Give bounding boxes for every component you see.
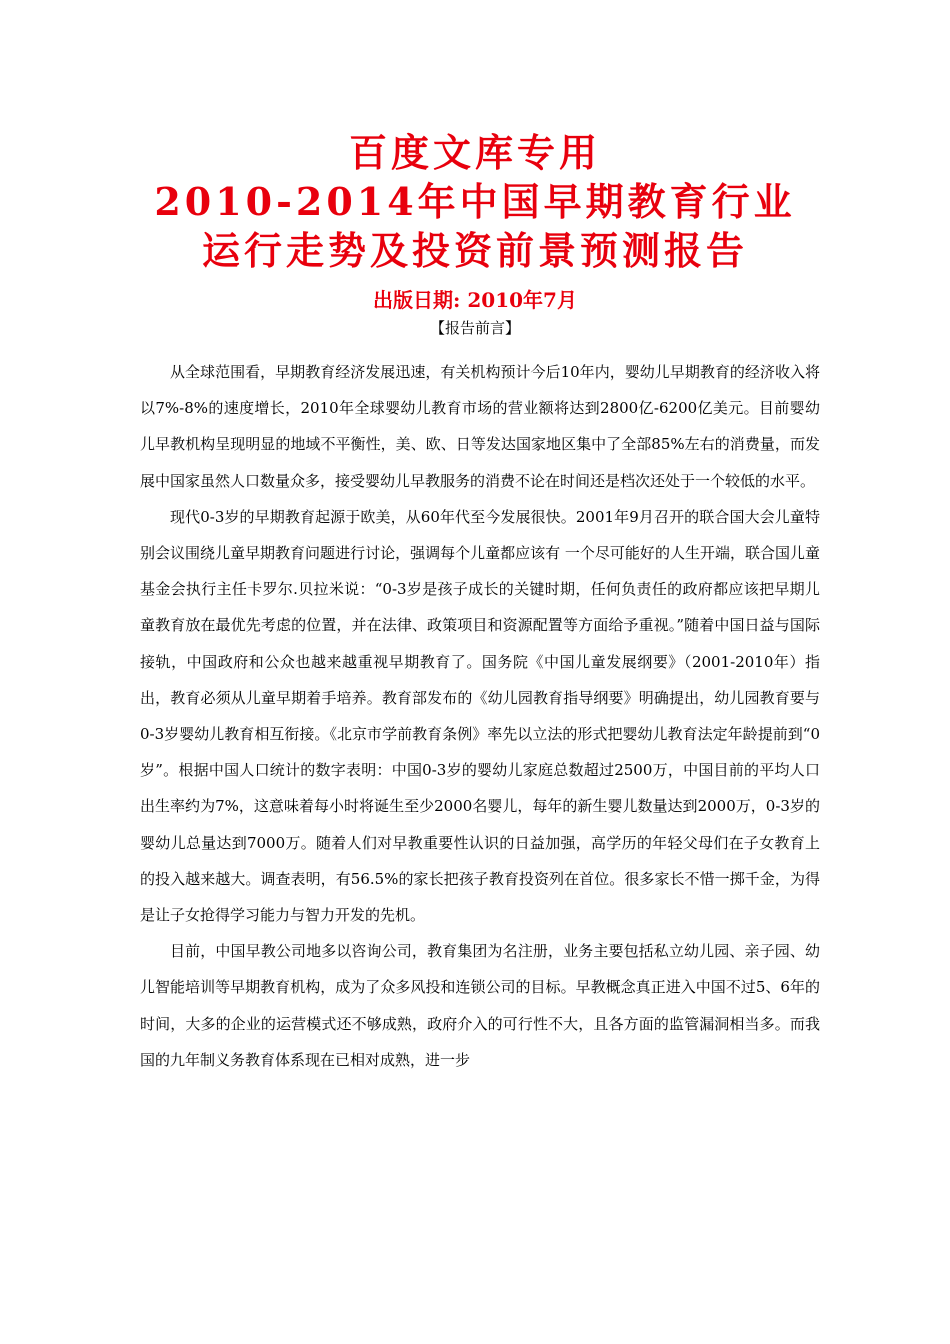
- title-line-3: 运行走势及投资前景预测报告: [201, 228, 748, 273]
- paragraph-3: 目前，中国早教公司地多以咨询公司，教育集团为名注册，业务主要包括私立幼儿园、亲子园、幼儿智能培训等早期教育机构，成为了众多风投和连锁公司的目标。早教概念真正进入中国不过5、6年的时间，大多的企业的运营模式还不够成熟，政府介入的可行性不大，且各方面的监管漏洞相当多。而我国的九年制义务教育体系现在已相对成熟，进一步: [140, 942, 820, 1069]
- body-text: [140, 354, 820, 1078]
- publication-date: 出版日期: 2010年7月: [373, 288, 577, 312]
- report-title: [0, 128, 950, 275]
- paragraph-1: 从全球范围看，早期教育经济发展迅速，有关机构预计今后10年内，婴幼儿早期教育的经济收入将以7%-8%的速度增长，2010年全球婴幼儿教育市场的营业额将达到2800亿-6200亿美元。目前婴幼儿早教机构呈现明显的地域不平衡性，美、欧、日等发达国家地区集中了全部85%左右的消费量，而发展中国家虽然人口数量众多，接受婴幼儿早教服务的消费不论在时间还是档次还处于一个较低的水平。: [140, 363, 820, 490]
- paragraph-2: 现代0-3岁的早期教育起源于欧美，从60年代至今发展很快。2001年9月召开的联合国大会儿童特别会议围绕儿童早期教育问题进行讨论，强调每个儿童都应该有 一个尽可能好的人生开端，联合国儿童基金会执行主任卡罗尔.贝拉米说：“0-3岁是孩子成长的关键时期，任何负责任的政府都应该把早期儿童教育放在最优先考虑的位置，并在法律、政策项目和资源配置等方面给予重视。”随着中国日益与国际接轨，中国政府和公众也越来越重视早期教育了。国务院《中国儿童发展纲要》（2001-2010年）指出，教育必须从儿童早期着手培养。教育部发布的《幼儿园教育指导纲要》明确提出，幼儿园教育要与0-3岁婴幼儿教育相互衔接。《北京市学前教育条例》率先以立法的形式把婴幼儿教育法定年龄提前到“0岁”。根据中国人口统计的数字表明：中国0-3岁的婴幼儿家庭总数超过2500万，中国目前的平均人口出生率约为7%，这意味着每小时将诞生至少2000名婴儿，每年的新生婴儿数量达到2000万，0-3岁的婴幼儿总量达到7000万。随着人们对早教重要性认识的日益加强，高学历的年轻父母们在子女教育上的投入越来越大。调查表明，有56.5%的家长把孩子教育投资列在首位。很多家长不惜一掷千金，为得是让子女抢得学习能力与智力开发的先机。: [140, 507, 820, 925]
- preface-heading: 【报告前言】: [429, 319, 520, 337]
- title-line-2: 2010-2014年中国早期教育行业: [154, 179, 796, 224]
- title-line-1: 百度文库专用: [348, 130, 601, 175]
